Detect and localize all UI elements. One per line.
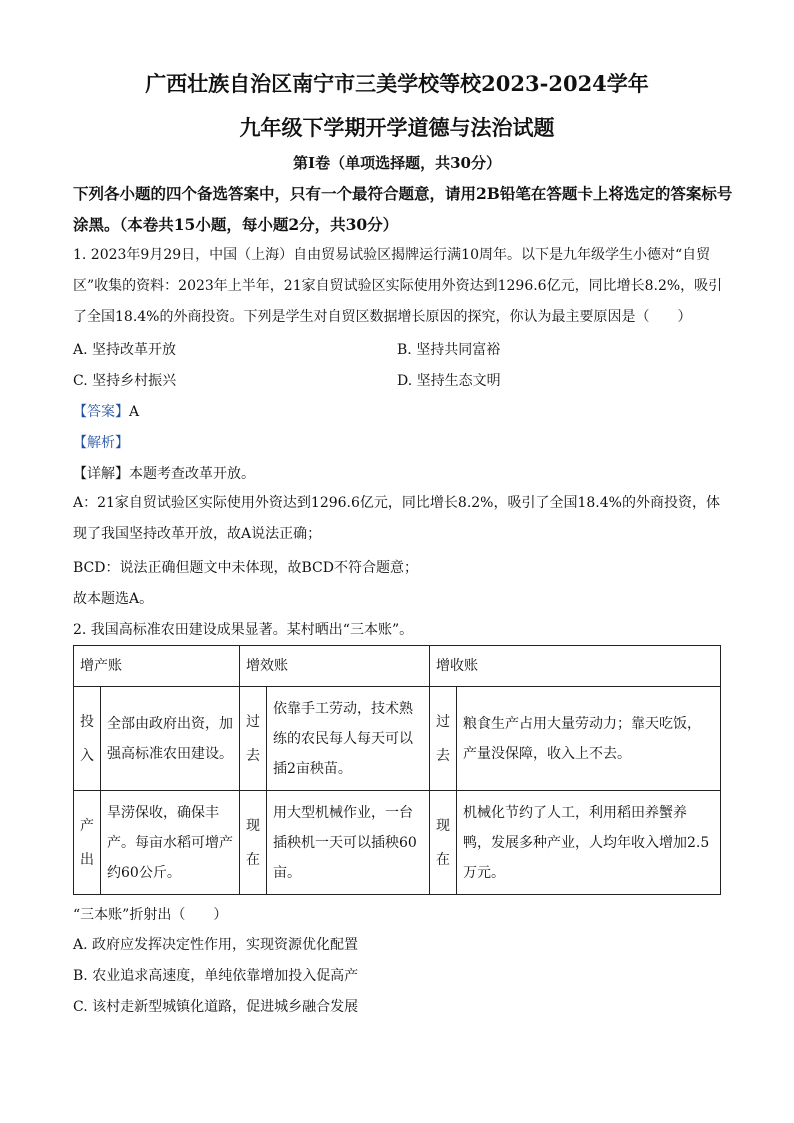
q1-explanation-bcd: BCD：说法正确但题文中未体现，故BCD不符合题意； (73, 560, 418, 576)
row-side-label: 现在 (240, 791, 267, 895)
table-row (74, 687, 721, 791)
question-2-prompt: “三本账”折射出（ ） (73, 907, 228, 923)
analysis-tag: 【解析】 (73, 435, 129, 451)
q1-answer-line (73, 401, 139, 421)
section-heading: 第Ⅰ卷（单项选择题，共30分） (293, 154, 501, 172)
table-row (74, 791, 721, 895)
q2-option-a: A. 政府应发挥决定性作用，实现资源优化配置 (73, 937, 359, 953)
three-accounts-table (73, 645, 721, 895)
question-1-stem: 1. 2023年9月29日，中国（上海）自由贸易试验区揭牌运行满10周年。以下是九年级学生小德对“自贸区”收集的资料：2023年上半年，21家自贸试验区实际使用外资达到1296.6亿元，同比增长8.2%，吸引了全国18.4%的外商投资。下列是学生对自贸区数据增长原因的探究，你认为最主要原因是（ ） (73, 247, 723, 325)
table-header-income: 增收账 (430, 646, 721, 687)
answer-tag: 【答案】 (73, 404, 129, 420)
row-side-label: 产出 (74, 791, 101, 895)
q1-conclusion: 故本题选A。 (73, 591, 154, 607)
q1-explanation-a: A：21家自贸试验区实际使用外资达到1296.6亿元，同比增长8.2%，吸引了全国18.4%的外商投资，体现了我国坚持改革开放，故A说法正确； (73, 495, 720, 542)
q1-answer: A (129, 404, 140, 420)
q1-detail-line (73, 463, 255, 483)
q2-option-c: C. 该村走新型城镇化道路，促进城乡融合发展 (73, 999, 359, 1015)
table-cell: 粮食生产占用大量劳动力；靠天吃饭，产量没保障，收入上不去。 (457, 687, 721, 791)
document-title-line1: 广西壮族自治区南宁市三美学校等校2023-2024学年 (145, 71, 649, 96)
row-side-label: 投入 (74, 687, 101, 791)
document-title-line2: 九年级下学期开学道德与法治试题 (239, 115, 555, 140)
detail-tag: 【详解】 (73, 466, 129, 482)
table-cell: 依靠手工劳动，技术熟练的农民每人每天可以插2亩秧苗。 (267, 687, 430, 791)
table-cell: 全部由政府出资，加强高标准农田建设。 (101, 687, 240, 791)
q1-option-d: D. 坚持生态文明 (397, 373, 501, 389)
q2-option-b: B. 农业追求高速度，单纯依靠增加投入促高产 (73, 968, 359, 984)
row-side-label: 过去 (240, 687, 267, 791)
row-side-label: 过去 (430, 687, 457, 791)
q1-option-b: B. 坚持共同富裕 (397, 342, 501, 358)
row-side-label: 现在 (430, 791, 457, 895)
instructions: 下列各小题的四个备选答案中，只有一个最符合题意，请用2B铅笔在答题卡上将选定的答案标号涂黑。（本卷共15小题，每小题2分，共30分） (73, 184, 733, 234)
table-cell: 旱涝保收，确保丰产。每亩水稻可增产约60公斤。 (101, 791, 240, 895)
table-header-efficiency: 增效账 (240, 646, 430, 687)
table-cell: 机械化节约了人工，利用稻田养蟹养鸭，发展多种产业，人均年收入增加2.5万元。 (457, 791, 721, 895)
question-2-stem: 2. 我国高标准农田建设成果显著。某村晒出“三本账”。 (73, 622, 414, 638)
table-header-yield: 增产账 (74, 646, 240, 687)
q1-option-c: C. 坚持乡村振兴 (73, 373, 177, 389)
table-cell: 用大型机械作业，一台插秧机一天可以插秧60亩。 (267, 791, 430, 895)
q1-detail: 本题考查改革开放。 (129, 466, 255, 482)
table-header-row (74, 646, 721, 687)
q1-option-a: A. 坚持改革开放 (73, 342, 177, 358)
